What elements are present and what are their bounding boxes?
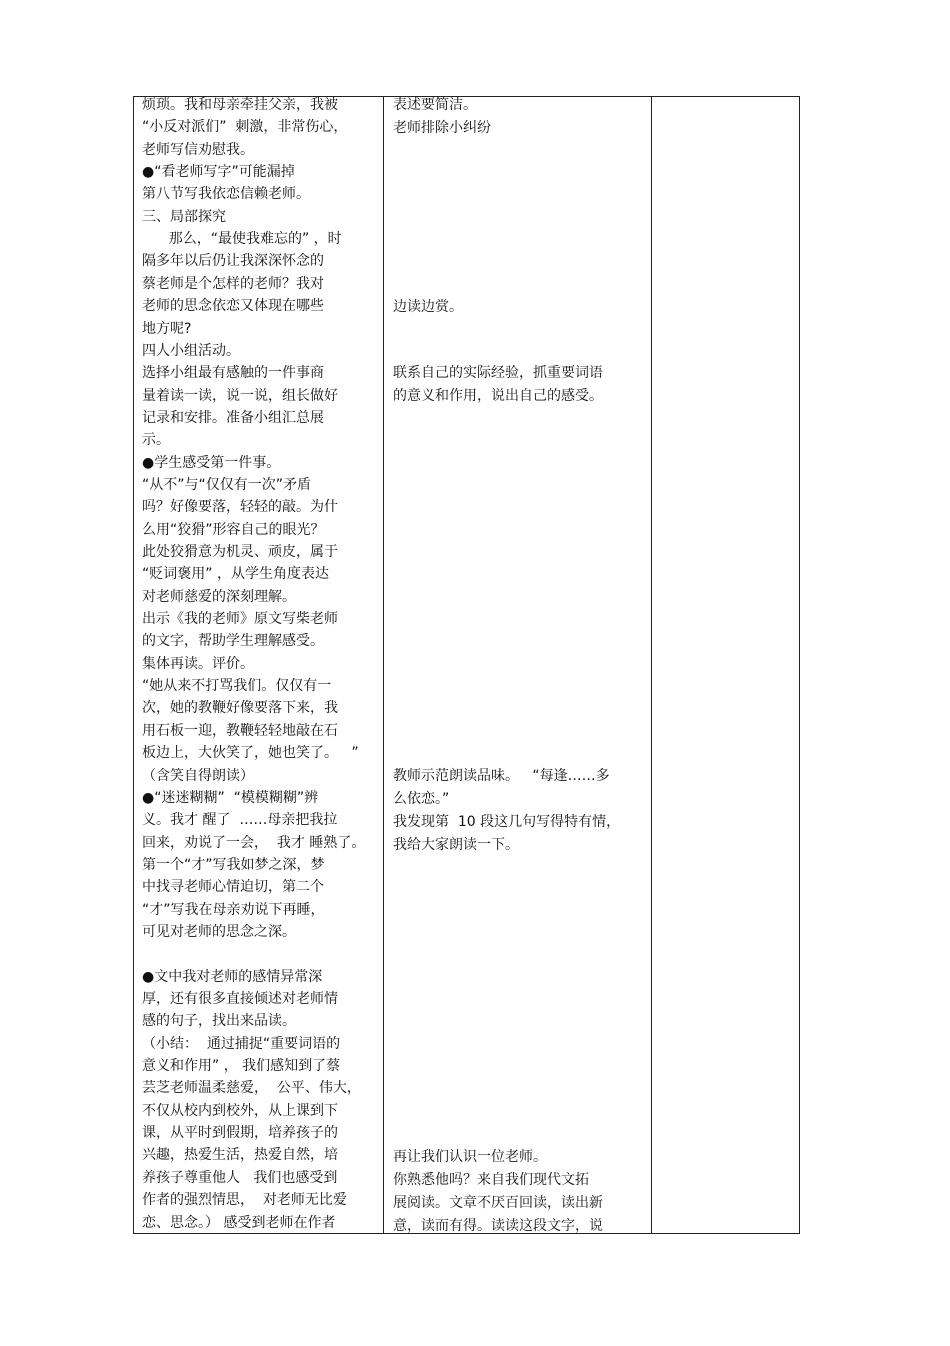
text-line: 量着读一读，说一说，组长做好 <box>142 387 338 404</box>
content-column <box>134 97 384 1233</box>
text-line: 出示《我的老师》原文写柴老师 <box>142 611 338 628</box>
text-line: 联系自己的实际经验，抓重要词语 <box>393 365 603 381</box>
text-line: 养孩子尊重他人 我们也感受到 <box>142 1169 338 1186</box>
text-line: ●学生感受第一件事。 <box>142 454 281 471</box>
text-line: 次，她的教鞭好像要落下来，我 <box>142 700 338 717</box>
text-line: 对老师慈爱的深刻理解。 <box>142 588 296 605</box>
text-line: 用石板一迎，教鞭轻轻地敲在石 <box>142 722 338 739</box>
text-line: 四人小组活动。 <box>142 342 240 359</box>
text-line: 我给大家朗读一下。 <box>393 837 519 853</box>
text-line: 蔡老师是个怎样的老师？我对 <box>142 275 324 292</box>
text-line: ●文中我对老师的感情异常深 <box>142 968 323 985</box>
text-line: 教师示范朗读品味。 “每逢……多 <box>393 768 610 784</box>
text-line: 感的句子，找出来品读。 <box>142 1013 296 1030</box>
text-line: （小结： 通过捕捉“重要词语的 <box>142 1035 341 1052</box>
notes-column <box>652 97 799 1233</box>
text-line: 意义和作用” ， 我们感知到了蔡 <box>142 1058 341 1075</box>
text-line: 回来，劝说了一会， 我才 睡熟了。 <box>142 834 366 851</box>
text-line: 老师写信劝慰我。 <box>142 141 254 158</box>
text-line: 板边上，大伙笑了，她也笑了。 ” <box>142 745 359 762</box>
text-line: 示。 <box>142 432 170 449</box>
text-line: 的文字，帮助学生理解感受。 <box>142 633 324 650</box>
text-line: 隔多年以后仍让我深深怀念的 <box>142 253 324 270</box>
text-line: 意，读而有得。读读这段文字，说 <box>393 1218 603 1234</box>
text-line: 作者的强烈情思， 对老师无比爱 <box>142 1192 347 1209</box>
text-line: 记录和安排。准备小组汇总展 <box>142 409 324 426</box>
text-line: 么用“狡猾”形容自己的眼光？ <box>142 521 325 538</box>
text-line: “她从来不打骂我们。仅仅有一 <box>142 678 332 695</box>
text-line: 吗？好像要落，轻轻的敲。为什 <box>142 499 338 516</box>
lesson-table <box>133 96 800 1234</box>
text-line: 么依恋。” <box>393 791 450 807</box>
text-line: 课，从平时到假期，培养孩子的 <box>142 1125 338 1142</box>
text-line: 烦琐。我和母亲牵挂父亲，我被 <box>142 97 338 113</box>
text-line: 中找寻老师心情迫切，第二个 <box>142 879 324 896</box>
text-line: ●“迷迷糊糊” “模模糊糊”辨 <box>142 789 319 806</box>
text-line: 恋、思念。） 感受到老师在作者 <box>142 1214 336 1231</box>
text-line: 我发现第 10 段这几句写得特有情， <box>393 814 621 830</box>
text-line: 集体再读。评价。 <box>142 655 254 672</box>
text-line: 那么，“最使我难忘的” ，时 <box>142 231 342 248</box>
method-column <box>384 97 652 1233</box>
text-line: 你熟悉他吗？来自我们现代文拓 <box>393 1172 589 1188</box>
text-line: “小反对派们” 刺激，非常伤心， <box>142 119 348 136</box>
text-line: 边读边赏。 <box>393 299 463 315</box>
text-line: 可见对老师的思念之深。 <box>142 923 296 940</box>
text-line: 选择小组最有感触的一件事商 <box>142 365 324 382</box>
text-line: 不仅从校内到校外，从上课到下 <box>142 1102 338 1119</box>
text-line: 的意义和作用，说出自己的感受。 <box>393 388 603 404</box>
text-line: 三、局部探究 <box>142 208 226 225</box>
text-line: 表述要简洁。 <box>393 97 477 113</box>
text-line: 兴趣，热爱生活，热爱自然，培 <box>142 1147 338 1164</box>
text-line: 地方呢? <box>142 320 192 337</box>
text-line: “从不”与“仅仅有一次”矛盾 <box>142 476 312 493</box>
text-line: 第一个“才”写我如梦之深，梦 <box>142 856 325 873</box>
text-line: 芸芝老师温柔慈爱， 公平、伟大， <box>142 1080 361 1097</box>
text-line: ●“看老师写字”可能漏掉 <box>142 164 295 181</box>
text-line: “贬词褒用” ，从学生角度表达 <box>142 566 329 583</box>
text-line: 此处狡猾意为机灵、顽皮，属于 <box>142 544 338 560</box>
text-line: 第八节写我依恋信赖老师。 <box>142 186 310 203</box>
text-line: 老师排除小纠纷 <box>393 120 491 136</box>
text-line: 老师的思念依恋又体现在哪些 <box>142 298 324 315</box>
text-line: 再让我们认识一位老师。 <box>393 1149 547 1165</box>
text-line: 义。我才 醒了 ……母亲把我拉 <box>142 812 338 829</box>
text-line: （含笑自得朗读） <box>142 767 254 784</box>
text-line: “才”写我在母亲劝说下再睡， <box>142 901 325 918</box>
text-line: 展阅读。文章不厌百回读，读出新 <box>393 1195 603 1211</box>
text-line: 厚，还有很多直接倾述对老师情 <box>142 991 338 1007</box>
